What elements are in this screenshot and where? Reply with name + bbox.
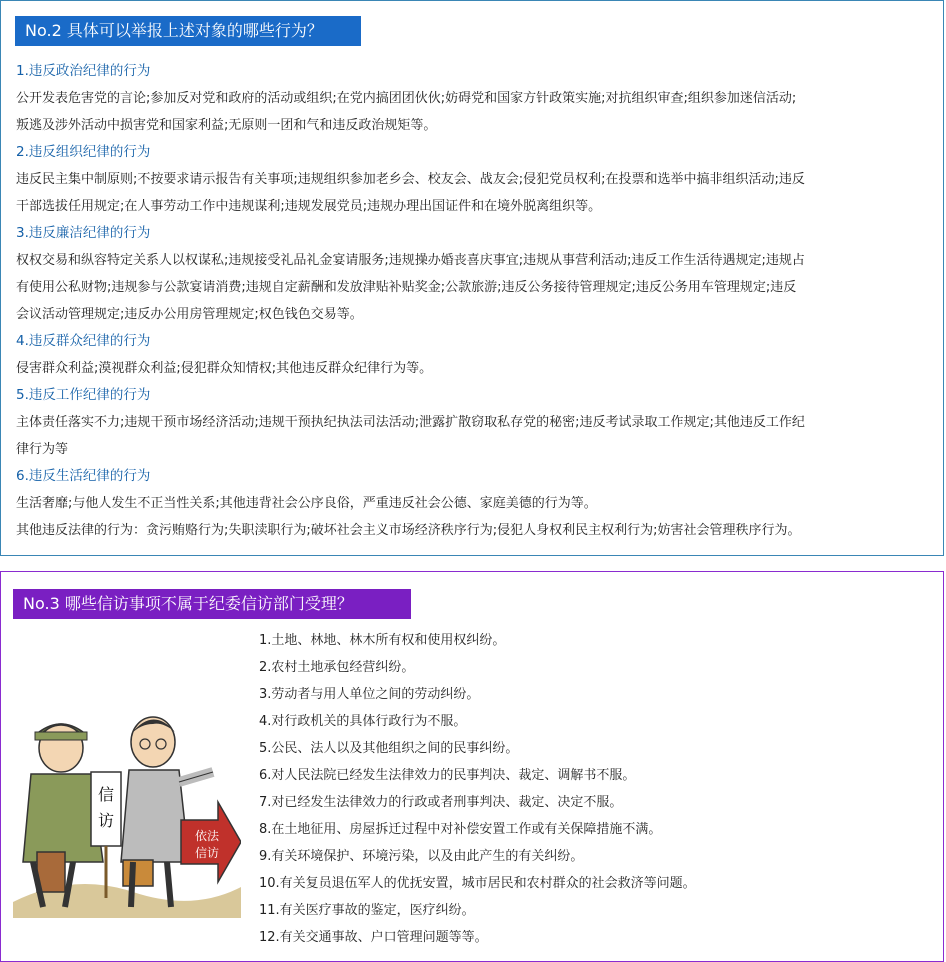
section-heading: 1.违反政治纪律的行为 xyxy=(16,63,151,79)
arrow-text: 信访 xyxy=(194,846,220,860)
section-no3-title: No.3 哪些信访事项不属于纪委信访部门受理？ xyxy=(13,589,411,619)
petition-illustration xyxy=(13,702,241,918)
section-body-line: 干部选拔任用规定;在人事劳动工作中违规谋利;违规发展党员;违规办理出国证件和在境外脱离组织等。 xyxy=(16,199,602,214)
section-heading: 2.违反组织纪律的行为 xyxy=(16,144,151,160)
non-accepted-items-list xyxy=(259,627,919,951)
svg-text:信: 信 xyxy=(97,785,115,804)
section-body-line: 侵害群众利益;漠视群众利益;侵犯群众知情权;其他违反群众纪律行为等。 xyxy=(16,361,433,376)
list-item: 9.有关环境保护、环境污染，以及由此产生的有关纠纷。 xyxy=(259,849,584,864)
section-body-line: 公开发表危害党的言论;参加反对党和政府的活动或组织;在党内搞团团伙伙;妨碍党和国家方针政策实施;对抗组织审查;组织参加迷信活动; xyxy=(16,91,797,106)
list-item: 1.土地、林地、林木所有权和使用权纠纷。 xyxy=(259,633,506,648)
list-item: 6.对人民法院已经发生法律效力的民事判决、裁定、调解书不服。 xyxy=(259,768,636,783)
section-body-line: 律行为等 xyxy=(16,442,69,457)
section-heading: 4.违反群众纪律的行为 xyxy=(16,333,151,349)
section-no2-content xyxy=(16,58,928,544)
section-body-line: 叛逃及涉外活动中损害党和国家利益;无原则一团和气和违反政治规矩等。 xyxy=(16,118,437,133)
section-no3-panel xyxy=(0,571,944,962)
list-item: 7.对已经发生法律效力的行政或者刑事判决、裁定、决定不服。 xyxy=(259,795,623,810)
list-item: 3.劳动者与用人单位之间的劳动纠纷。 xyxy=(259,687,480,702)
list-item: 11.有关医疗事故的鉴定，医疗纠纷。 xyxy=(259,903,475,918)
section-body-line: 有使用公私财物;违规参与公款宴请消费;违规自定薪酬和发放津贴补贴奖金;公款旅游;违反公务接待管理规定;违反公务用车管理规定;违反 xyxy=(16,280,797,295)
list-item: 12.有关交通事故、户口管理问题等等。 xyxy=(259,930,488,945)
section-heading: 3.违反廉洁纪律的行为 xyxy=(16,225,151,241)
section-heading: 6.违反生活纪律的行为 xyxy=(16,468,151,484)
section-body-line: 生活奢靡;与他人发生不正当性关系;其他违背社会公序良俗，严重违反社会公德、家庭美德的行为等。 xyxy=(16,496,597,511)
section-no2-title: No.2 具体可以举报上述对象的哪些行为？ xyxy=(15,16,361,46)
svg-text:访: 访 xyxy=(97,811,115,830)
section-body-line: 违反民主集中制原则;不按要求请示报告有关事项;违规组织参加老乡会、校友会、战友会;侵犯党员权利;在投票和选举中搞非组织活动;违反 xyxy=(16,172,805,187)
section-body-line: 其他违反法律的行为：贪污贿赂行为;失职渎职行为;破坏社会主义市场经济秩序行为;侵犯人身权利民主权利行为;妨害社会管理秩序行为。 xyxy=(16,523,801,538)
section-body-line: 权权交易和纵容特定关系人以权谋私;违规接受礼品礼金宴请服务;违规操办婚丧喜庆事宜;违规从事营利活动;违反工作生活待遇规定;违规占 xyxy=(16,253,805,268)
list-item: 4.对行政机关的具体行政行为不服。 xyxy=(259,714,467,729)
list-item: 2.农村土地承包经营纠纷。 xyxy=(259,660,415,675)
section-body-line: 主体责任落实不力;违规干预市场经济活动;违规干预执纪执法司法活动;泄露扩散窃取私存党的秘密;违反考试录取工作规定;其他违反工作纪 xyxy=(16,415,805,430)
arrow-text: 依法 xyxy=(194,829,220,843)
list-item: 5.公民、法人以及其他组织之间的民事纠纷。 xyxy=(259,741,519,756)
section-heading: 5.违反工作纪律的行为 xyxy=(16,387,151,403)
list-item: 10.有关复员退伍军人的优抚安置，城市居民和农村群众的社会救济等问题。 xyxy=(259,876,696,891)
list-item: 8.在土地征用、房屋拆迁过程中对补偿安置工作或有关保障措施不满。 xyxy=(259,822,662,837)
section-body-line: 会议活动管理规定;违反办公用房管理规定;权色钱色交易等。 xyxy=(16,307,363,322)
